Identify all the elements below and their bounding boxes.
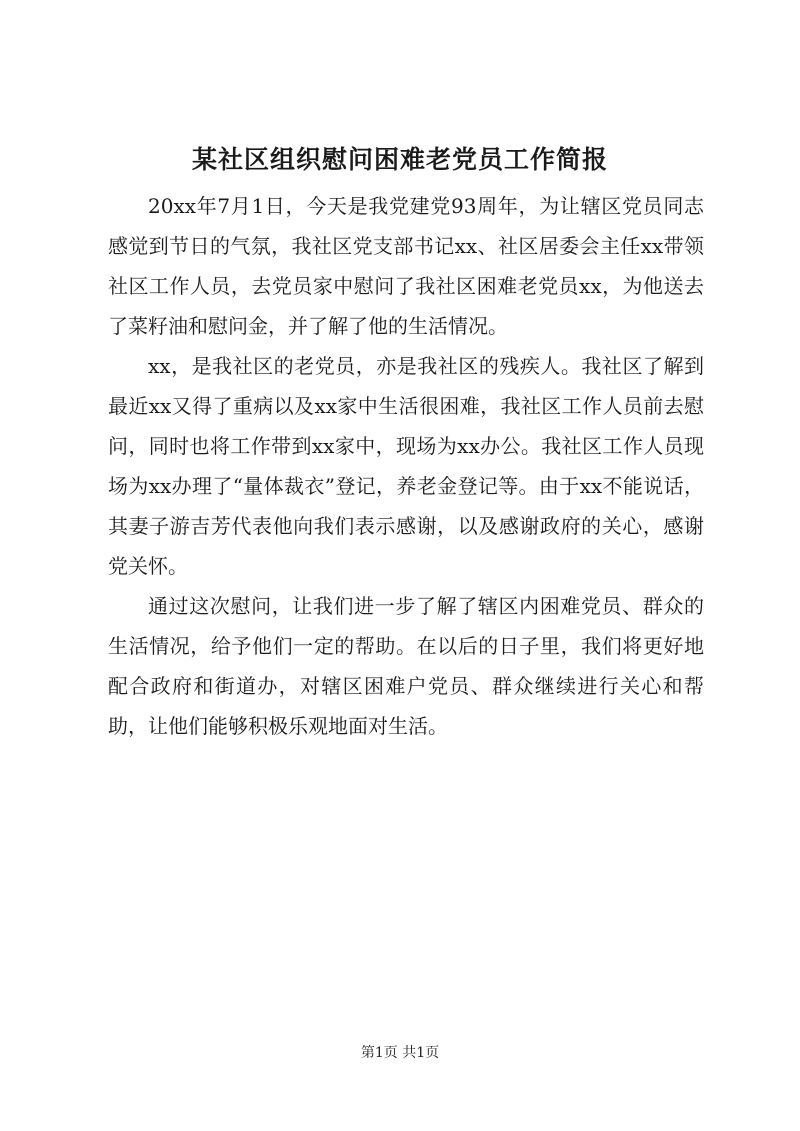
paragraph-3: 通过这次慰问，让我们进一步了解了辖区内困难党员、群众的生活情况，给予他们一定的帮助。在以后的日子里，我们将更好地配合政府和街道办，对辖区困难户党员、群众继续进行关心和帮助，让他们能够积极乐观地面对生活。 xyxy=(108,594,704,738)
paragraph-1: 20xx年7月1日，今天是我党建党93周年，为让辖区党员同志感觉到节日的气氛，我社区党支部书记xx、社区居委会主任xx带领社区工作人员，去党员家中慰问了我社区困难老党员xx，为他送去了菜籽油和慰问金，并了解了他的生活情况。 xyxy=(108,194,704,338)
paragraph-2: xx，是我社区的老党员，亦是我社区的残疾人。我社区了解到最近xx又得了重病以及xx家中生活很困难，我社区工作人员前去慰问，同时也将工作带到xx家中，现场为xx办公。我社区工作人员现场为xx办理了“量体裁衣”登记，养老金登记等。由于xx不能说话，其妻子游吉芳代表他向我们表示感谢，以及感谢政府的关心，感谢党关怀。 xyxy=(108,354,704,578)
page-number-footer: 第1页 共1页 xyxy=(360,1045,440,1061)
document-title: 某社区组织慰问困难老党员工作简报 xyxy=(191,145,608,174)
document-body xyxy=(108,186,704,746)
